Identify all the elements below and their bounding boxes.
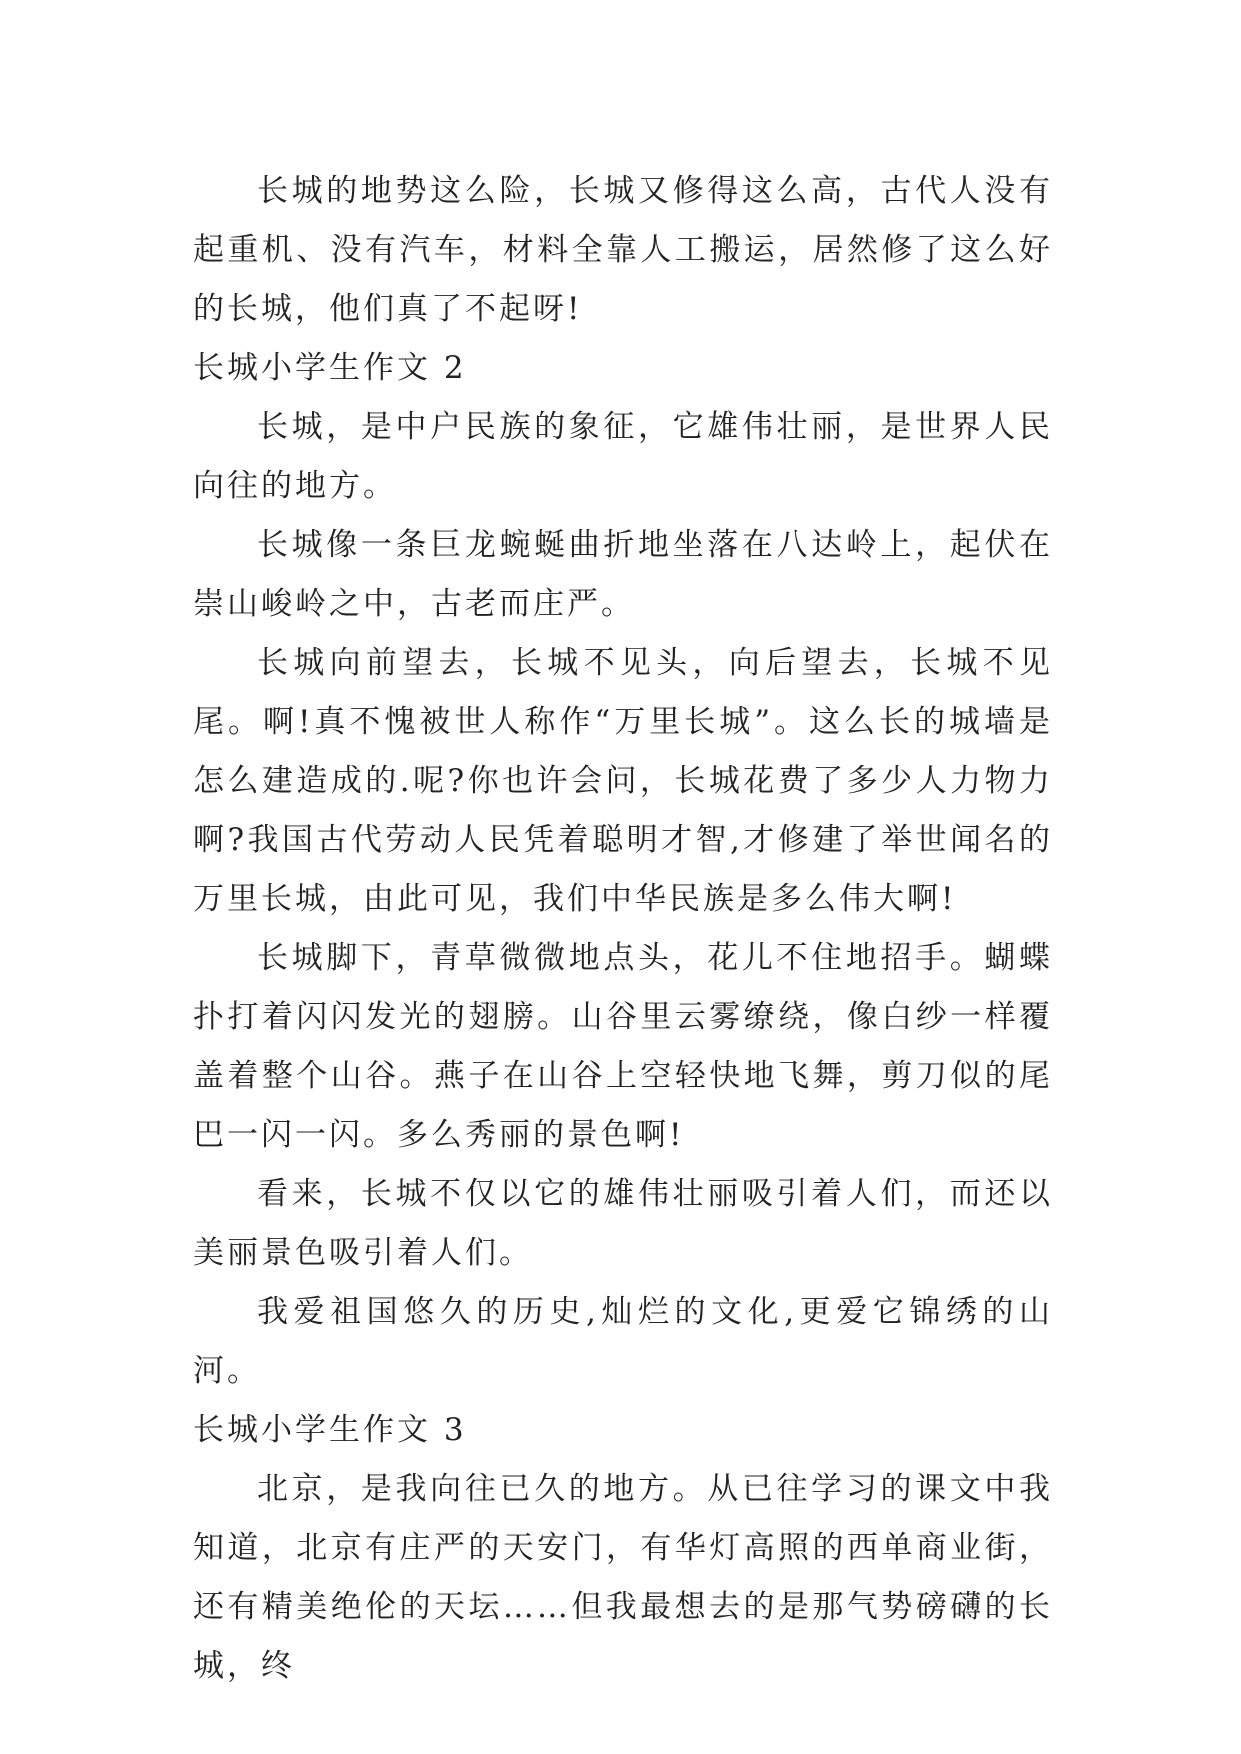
paragraph: 长城的地势这么险，长城又修得这么高，古代人没有起重机、没有汽车，材料全靠人工搬运，居然修了这么好的长城，他们真了不起呀!	[193, 173, 1053, 327]
section-heading: 长城小学生作文 3	[193, 1412, 467, 1448]
paragraph: 长城像一条巨龙蜿蜒曲折地坐落在八达岭上，起伏在崇山峻岭之中，古老而庄严。	[193, 527, 1053, 622]
paragraph: 长城向前望去，长城不见头，向后望去，长城不见尾。啊!真不愧被世人称作“万里长城”。这么长的城墙是怎么建造成的.呢?你也许会问，长城花费了多少人力物力啊?我国古代劳动人民凭着聪明才智,才修建了举世闻名的万里长城，由此可见，我们中华民族是多么伟大啊!	[193, 645, 1053, 917]
paragraph: 北京，是我向往已久的地方。从已往学习的课文中我知道，北京有庄严的天安门，有华灯高照的西单商业街，还有精美绝伦的天坛……但我最想去的是那气势磅礴的长城，终	[193, 1471, 1053, 1684]
paragraph: 长城脚下，青草微微地点头，花儿不住地招手。蝴蝶扑打着闪闪发光的翅膀。山谷里云雾缭绕，像白纱一样覆盖着整个山谷。燕子在山谷上空轻快地飞舞，剪刀似的尾巴一闪一闪。多么秀丽的景色啊!	[193, 940, 1053, 1153]
paragraph: 看来，长城不仅以它的雄伟壮丽吸引着人们，而还以美丽景色吸引着人们。	[193, 1176, 1053, 1271]
document-page	[193, 162, 1053, 1696]
section-heading: 长城小学生作文 2	[193, 350, 467, 386]
paragraph: 长城，是中户民族的象征，它雄伟壮丽，是世界人民向往的地方。	[193, 409, 1053, 504]
paragraph: 我爱祖国悠久的历史,灿烂的文化,更爱它锦绣的山河。	[193, 1294, 1053, 1389]
